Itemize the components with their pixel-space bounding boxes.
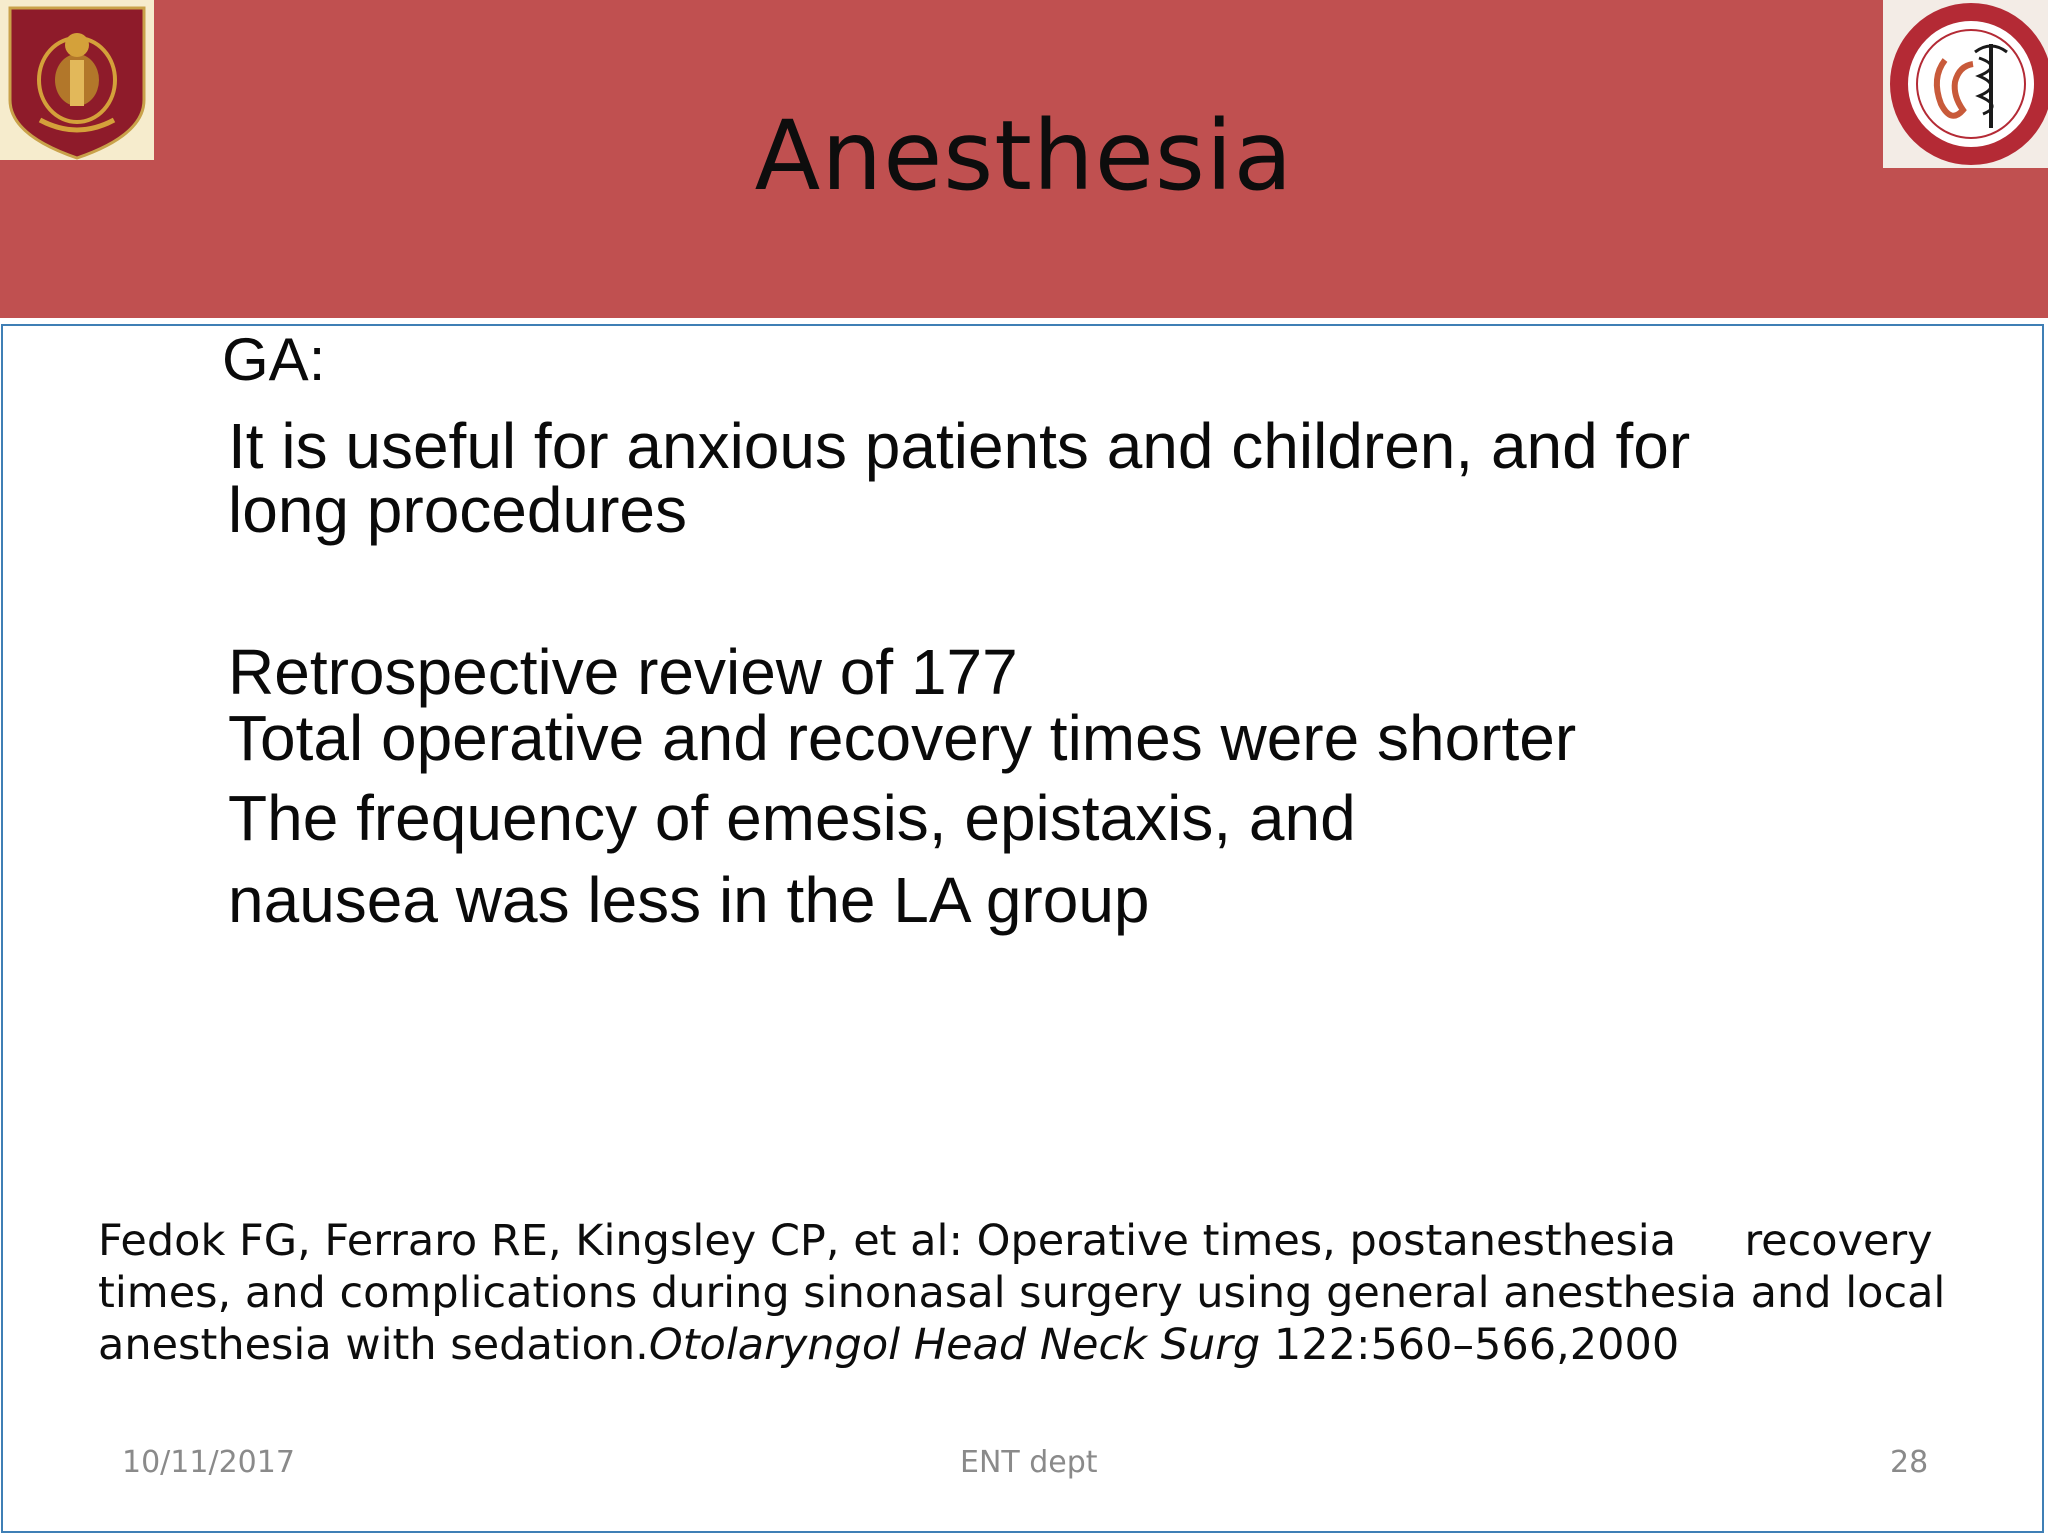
journal-name: Otolaryngol Head Neck Surg xyxy=(648,1320,1261,1370)
citation-text: 122:560–566,2000 xyxy=(1260,1320,1680,1370)
citation-text: anesthesia with sedation. xyxy=(98,1320,649,1370)
body-line: Retrospective review of 177 xyxy=(228,636,1018,708)
body-line: The frequency of emesis, epistaxis, and xyxy=(228,782,1356,854)
citation-line: Fedok FG, Ferraro RE, Kingsley CP, et al: Operative times, postanesthesia recovery xyxy=(98,1216,1933,1266)
slide-title: Anesthesia xyxy=(754,100,1294,212)
body-line: nausea was less in the LA group xyxy=(228,864,1150,936)
citation xyxy=(98,1215,1978,1371)
citation-line xyxy=(98,1319,1978,1371)
slide-number: 28 xyxy=(1890,1445,1929,1480)
body-line: Total operative and recovery times were shorter xyxy=(228,702,1577,774)
footer-center: ENT dept xyxy=(960,1445,1098,1480)
citation-line: times, and complications during sinonasal surgery using general anesthesia and local xyxy=(98,1268,1946,1318)
body-line: It is useful for anxious patients and children, and for xyxy=(228,410,1691,482)
footer-date: 10/11/2017 xyxy=(122,1445,295,1480)
section-heading: GA: xyxy=(222,326,326,393)
body-line: long procedures xyxy=(228,474,687,546)
